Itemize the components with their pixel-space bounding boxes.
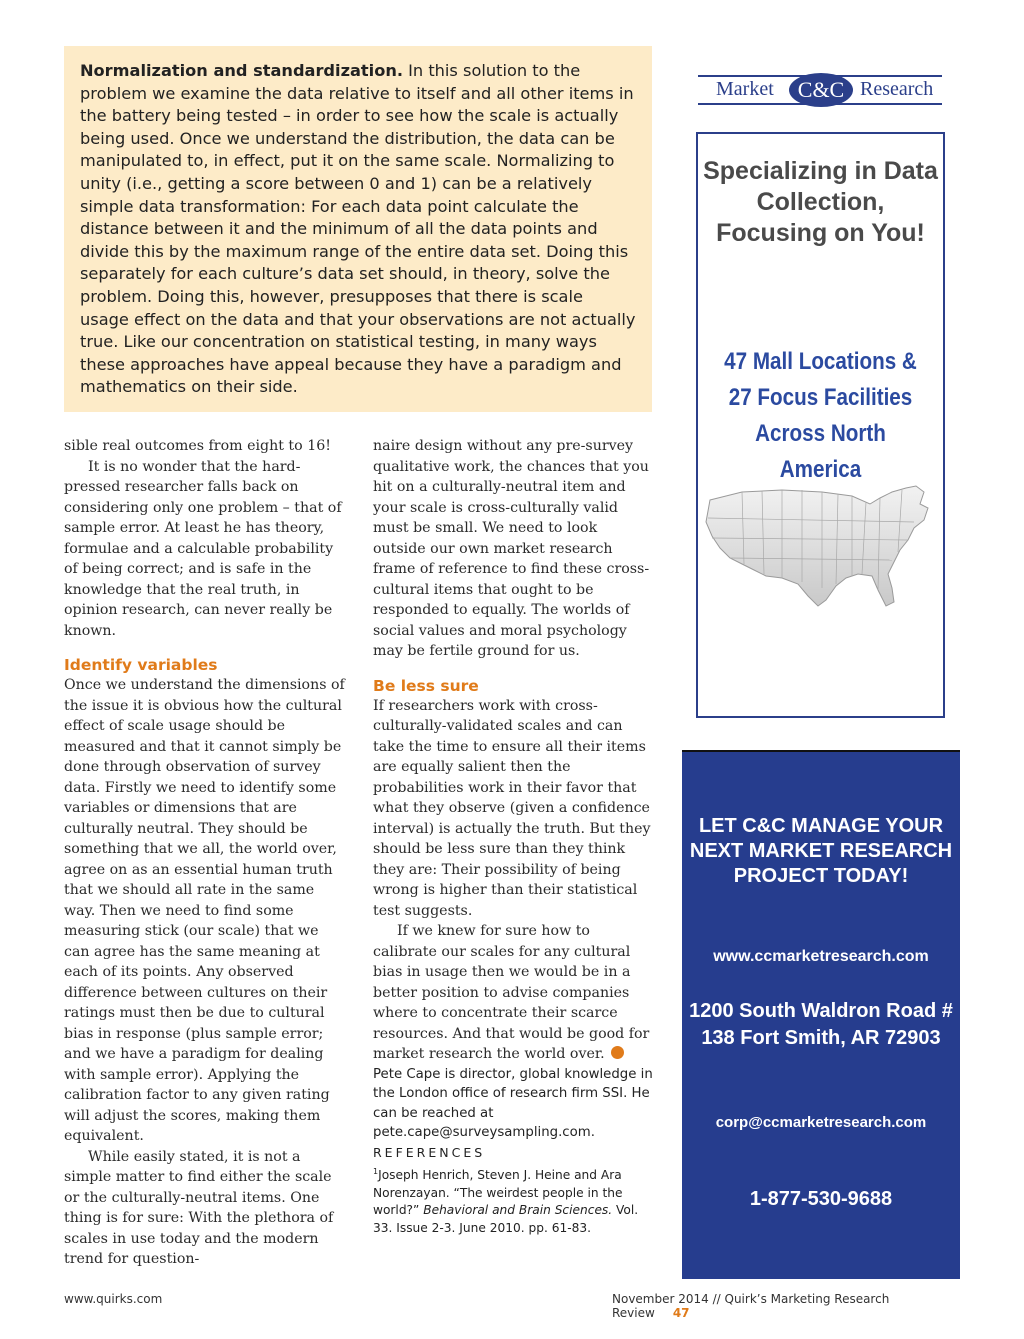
logo-oval: C&C: [789, 73, 853, 107]
right-paragraph-3: [373, 921, 653, 1065]
ad-manage-project: [682, 750, 960, 1279]
right-paragraph-2: If researchers work with cross-culturally-validated scales and can take the time to ensure all their items are equally salient then the probabilities work in their favor that what they observe (given a confidence interval) is actually the truth. But they should be less sure than they think they are: Their possibility of being wrong is higher than their statistical test suggests.: [373, 697, 651, 919]
reference-item: [373, 1163, 653, 1237]
sidebar-box: [64, 46, 652, 412]
end-mark-icon: [611, 1046, 624, 1059]
right-column: [373, 436, 653, 1237]
ad-data-collection: [696, 132, 945, 718]
usa-map-icon: [702, 478, 940, 613]
right-paragraph-3-text: If we knew for sure how to calibrate our scales for any cultural bias in usage then we would be in a better position to advise companies where to concentrate their scarce resources. And that would be good for market research the world over.: [373, 923, 650, 1062]
left-paragraph-4: While easily stated, it is not a simple matter to find either the scale or the culturally-neutral items. One thing is for sure: With the plethora of scales in use today and the modern trend for question-: [64, 1148, 334, 1267]
references-title: REFERENCES: [373, 1144, 486, 1160]
ad2-phone: 1-877-530-9688: [749, 1188, 893, 1210]
ad2-headline: LET C&C MANAGE YOUR NEXT MARKET RESEARCH PROJECT TODAY!: [689, 815, 953, 887]
section-heading-identify-variables: Identify variables: [64, 656, 218, 674]
ad-tagline: Specializing in Data Collection, Focusing on You!: [703, 157, 938, 247]
footer-page-number: 47: [672, 1306, 690, 1320]
footer-issue-line: [612, 1292, 962, 1320]
ad-locations: 47 Mall Locations & 27 Focus Facilities Across North America: [724, 348, 917, 483]
logo-word-market: Market: [716, 78, 774, 100]
logo-word-research: Research: [860, 78, 934, 100]
left-paragraph-1: sible real outcomes from eight to 16!: [64, 438, 331, 454]
reference-text-1: Joseph Henrich, Steven J. Heine and Ara Norenzayan. “The weirdest people in the world?”: [373, 1168, 623, 1218]
cc-logo: [698, 70, 942, 112]
ad2-url-link[interactable]: www.ccmarketresearch.com: [713, 948, 929, 965]
footer-site[interactable]: www.quirks.com: [64, 1292, 163, 1306]
reference-text-2: Vol. 33. Issue 2-3. June 2010. pp. 61-83.: [373, 1203, 639, 1235]
ad2-address: 1200 South Waldron Road # 138 Fort Smith, AR 72903: [689, 1000, 953, 1049]
left-paragraph-3: Once we understand the dimensions of the issue it is obvious how the cultural effect of scale usage should be measured and that it cannot simply be done through observation of survey data. Firstly we need to identify some variables or dimensions that are culturally neutral. They should be something that we all, the world over, agree on as an essential human truth that we should all rate in the same way. Then we need to find some measuring stick (our scale) that we can agree has the same meaning at each of its points. Any observed difference between cultures on their ratings must then be due to cultural bias in response (plus sample error; and we have a paradigm for dealing with sample error). Applying the calibration factor to any given rating will adjust the scores, making them equivalent.: [64, 677, 345, 1144]
left-paragraph-2: It is no wonder that the hard-pressed researcher falls back on considering only one problem – that of sample error. At least he has theory, formulae and a calculable probability of being correct; and is safe in the knowledge that the real truth, in opinion research, can never really be known.: [64, 458, 342, 639]
footer-issue: November 2014 // Quirk’s Marketing Research Review: [612, 1292, 890, 1320]
sidebar-heading: Normalization and standardization.: [80, 61, 403, 80]
right-paragraph-1: naire design without any pre-survey qualitative work, the chances that you hit on a culturally-neutral item and your scale is cross-culturally valid must be small. We need to look outside our own market research frame of reference to find these cross-cultural items that ought to be responded to equally. The worlds of social values and moral psychology may be fertile ground for us.: [373, 438, 650, 659]
section-heading-be-less-sure: Be less sure: [373, 676, 479, 695]
reference-number: 1: [373, 1167, 379, 1176]
author-bio: Pete Cape is director, global knowledge in the London office of research firm SSI. He can be reached at pete.cape@surveysampling.com.: [373, 1066, 653, 1140]
reference-journal: Behavioral and Brain Sciences.: [423, 1203, 613, 1218]
left-column: [64, 436, 346, 1270]
ad2-email-link[interactable]: corp@ccmarketresearch.com: [715, 1114, 927, 1131]
sidebar-text: In this solution to the problem we examine the data relative to itself and all other items in the battery being tested – in order to see how the scale is actually being used. Once we understand the distribution, the data can be manipulated to, in effect, put it on the same scale. Normalizing to unity (i.e., getting a score between 0 and 1) can be a relatively simple data transformation: For each data point calculate the distance between it and the minimum of all the data points and divide this by the maximum range of the entire data set. Doing this separately for each culture’s data set should, in theory, solve the problem. Doing this, however, presupposes that there is scale usage effect on the data and that your observations are not actually true. Like our concentration on statistical testing, in many ways these approaches have appeal because they have a paradigm and mathematics on their side.: [80, 61, 636, 397]
